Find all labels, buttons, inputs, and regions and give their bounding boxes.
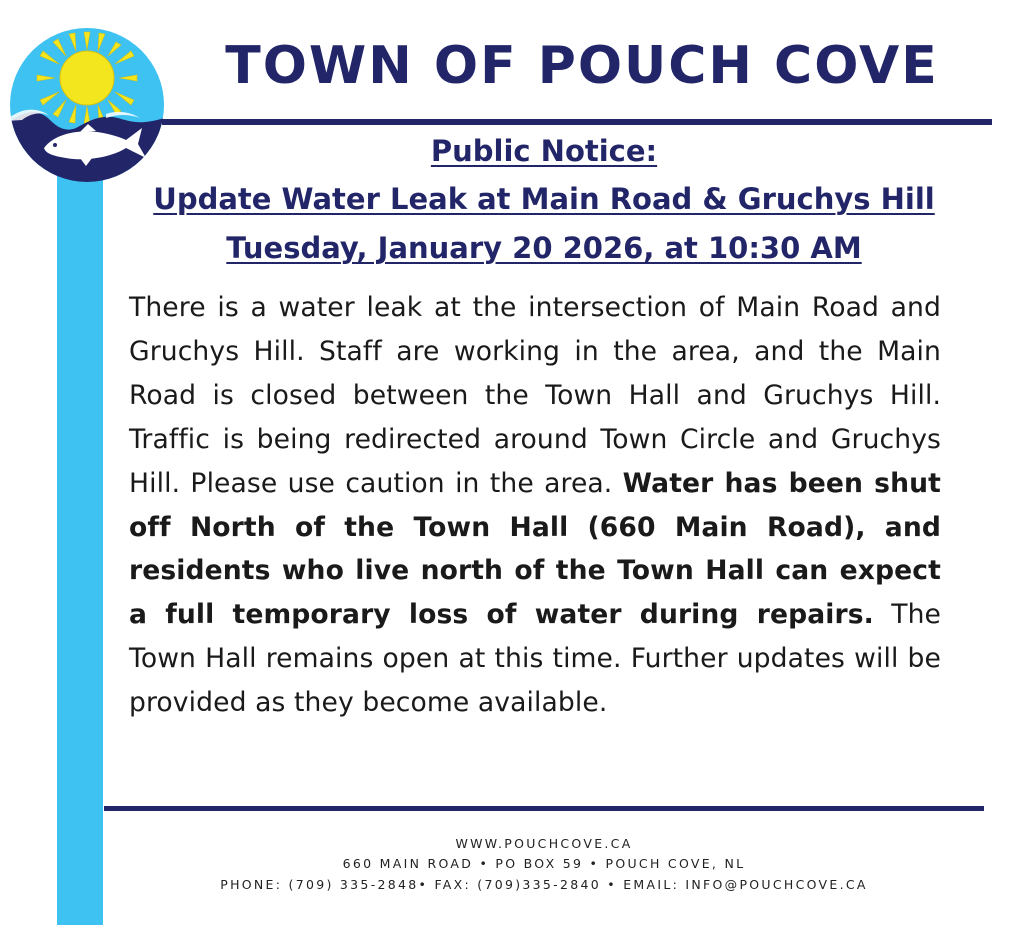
notice-datetime: Tuesday, January 20 2026, at 10:30 AM	[226, 231, 862, 265]
organization-title: TOWN OF POUCH COVE	[225, 36, 939, 96]
notice-subject: Update Water Leak at Main Road & Gruchys Hill	[153, 182, 935, 216]
header-divider	[162, 119, 992, 125]
notice-body	[129, 286, 941, 725]
side-accent-bar	[57, 120, 103, 925]
notice-body-outro: The Town Hall remains open at this time. Further updates will be provided as they become available.	[129, 599, 941, 719]
footer-contact: PHONE: (709) 335-2848• FAX: (709)335-2840 • EMAIL: INFO@POUCHCOVE.CA	[220, 877, 868, 892]
footer-address: 660 MAIN ROAD • PO BOX 59 • POUCH COVE, NL	[342, 856, 746, 871]
notice-label: Public Notice:	[430, 134, 658, 168]
notice-body-bold: Water has been shut off North of the Town Hall (660 Main Road), and residents who live north of the Town Hall can expect a full temporary loss of water during repairs.	[129, 467, 941, 631]
footer-divider	[104, 806, 984, 811]
footer-website: WWW.POUCHCOVE.CA	[455, 836, 633, 851]
notice-body-intro: There is a water leak at the intersection of Main Road and Gruchys Hill. Staff are working in the area, and the Main Road is closed between the Town Hall and Gruchys Hill. Traffic is being redirected around Town Circle and Gruchys Hill. Please use caution in the area.	[129, 292, 941, 499]
